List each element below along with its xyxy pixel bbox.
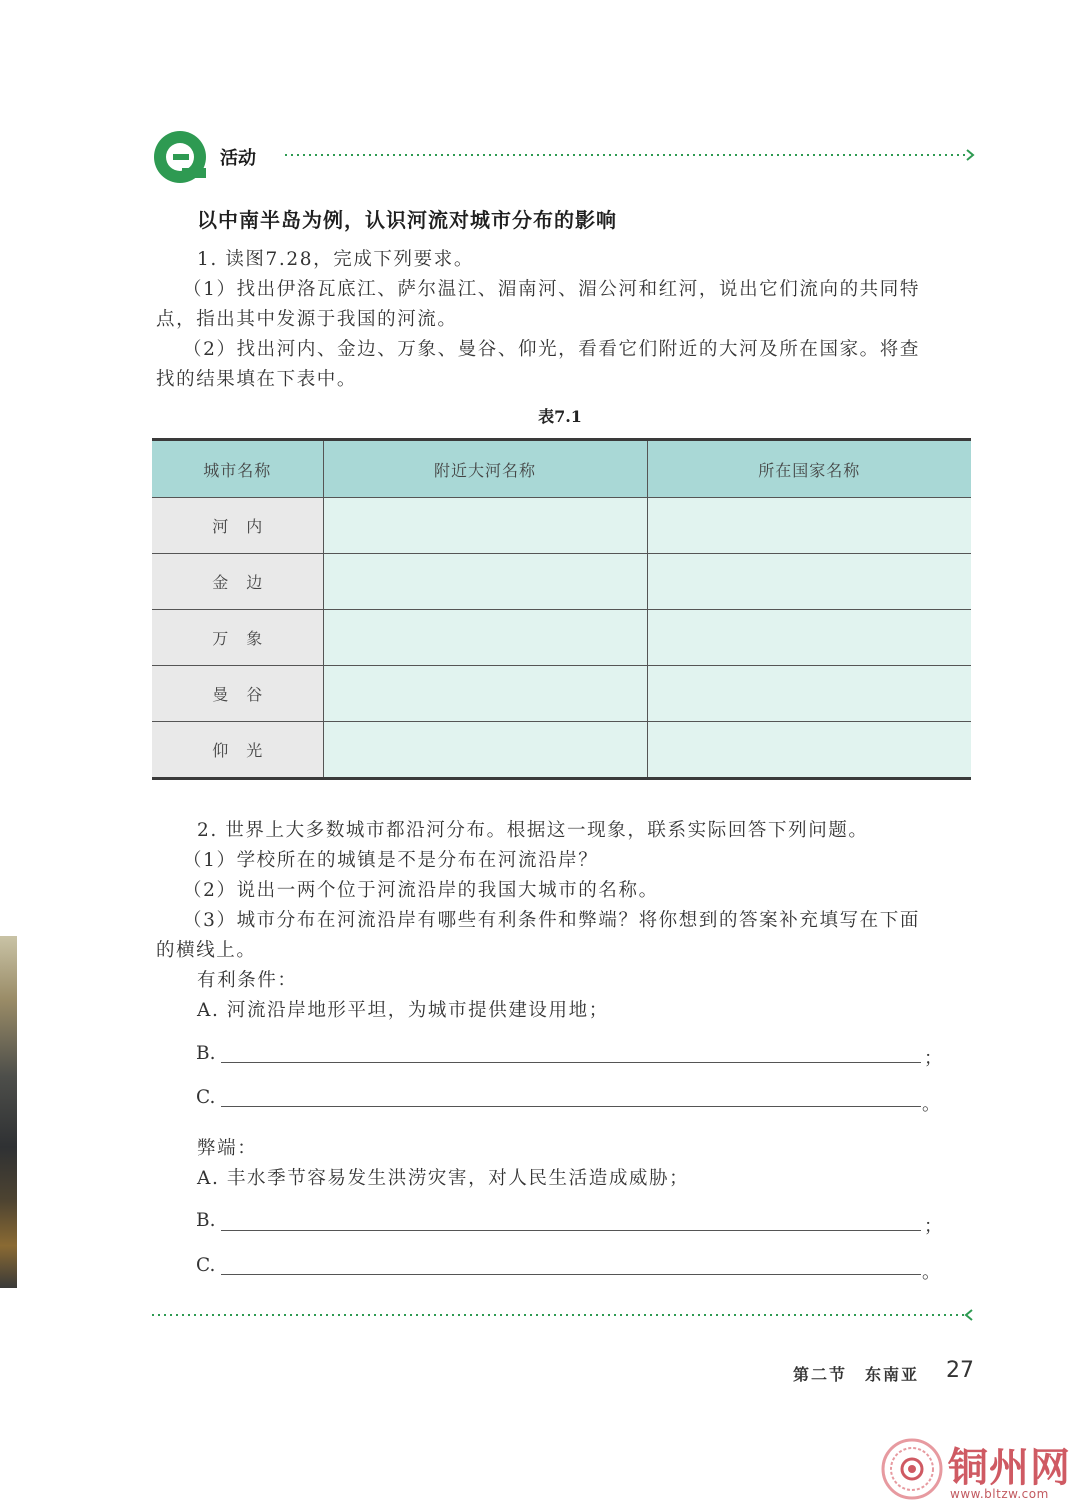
q1-sub1-line1: （1）找出伊洛瓦底江、萨尔温江、湄南河、湄公河和红河，说出它们流向的共同特: [183, 279, 920, 300]
q1-intro: 1. 读图7.28，完成下列要求。: [197, 249, 474, 270]
advantages-label: 有利条件：: [197, 970, 298, 991]
table-header-row: [152, 440, 971, 498]
watermark-url: www.bltzw.com: [950, 1487, 1049, 1501]
q1-sub2-line1: （2）找出河内、金边、万象、曼谷、仰光，看看它们附近的大河及所在国家。将查: [183, 339, 920, 360]
q1-sub2-line2: 找的结果填在下表中。: [156, 369, 358, 390]
table-caption: 表7.1: [538, 407, 582, 426]
q1-sub1-line2: 点，指出其中发源于我国的河流。: [156, 309, 458, 330]
q2-sub2: （2）说出一两个位于河流沿岸的我国大城市的名称。: [183, 880, 659, 901]
disadvantage-c-label: C.: [196, 1255, 216, 1276]
advantage-c-label: C.: [196, 1087, 216, 1108]
country-answer-cell[interactable]: [647, 498, 971, 554]
disadvantage-c-answer-line[interactable]: [221, 1274, 921, 1275]
country-answer-cell[interactable]: [647, 666, 971, 722]
watermark-seal-icon: [880, 1437, 944, 1501]
city-cell: 仰光: [152, 722, 323, 779]
q2-sub1: （1）学校所在的城镇是不是分布在河流沿岸？: [183, 850, 599, 871]
activity-title: 活动: [220, 148, 256, 169]
river-answer-cell[interactable]: [323, 610, 647, 666]
q2-intro: 2. 世界上大多数城市都沿河分布。根据这一现象，联系实际回答下列问题。: [197, 820, 869, 841]
table-row: [152, 722, 971, 779]
disadvantage-b-label: B.: [196, 1210, 216, 1231]
river-answer-cell[interactable]: [323, 498, 647, 554]
advantage-b-label: B.: [196, 1043, 216, 1064]
watermark-site-name: 铜州网: [948, 1444, 1071, 1491]
table-row: [152, 666, 971, 722]
advantage-c-answer-line[interactable]: [221, 1106, 921, 1107]
city-photo-strip: [0, 936, 17, 1288]
river-answer-cell[interactable]: [323, 722, 647, 779]
table-row: [152, 498, 971, 554]
page-number: 27: [946, 1358, 974, 1383]
city-cell: 曼谷: [152, 666, 323, 722]
disadvantage-b-answer-line[interactable]: [221, 1230, 921, 1231]
header-country-name: 所在国家名称: [647, 440, 971, 498]
q2-sub3-line1: （3）城市分布在河流沿岸有哪些有利条件和弊端？将你想到的答案补充填写在下面: [183, 910, 920, 931]
activity-end-dotted-rule: [152, 1308, 974, 1322]
header-river-name: 附近大河名称: [323, 440, 647, 498]
footer-section-title: 第二节 东南亚: [793, 1365, 920, 1384]
disadvantage-b-semicolon: ；: [924, 1216, 942, 1237]
river-answer-cell[interactable]: [323, 666, 647, 722]
city-cell: 金边: [152, 554, 323, 610]
city-cell: 万象: [152, 610, 323, 666]
disadvantages-label: 弊端：: [197, 1138, 258, 1159]
city-table: [152, 438, 971, 780]
country-answer-cell[interactable]: [647, 554, 971, 610]
activity-dotted-rule: [285, 148, 975, 162]
advantage-b-answer-line[interactable]: [221, 1062, 921, 1063]
country-answer-cell[interactable]: [647, 610, 971, 666]
advantage-a: A. 河流沿岸地形平坦，为城市提供建设用地；: [197, 1000, 609, 1021]
table-row: [152, 554, 971, 610]
header-city-name: 城市名称: [152, 440, 323, 498]
activity-icon: [153, 130, 207, 184]
city-cell: 河内: [152, 498, 323, 554]
advantage-c-period: 。: [922, 1094, 940, 1115]
disadvantage-c-period: 。: [922, 1262, 940, 1283]
disadvantage-a: A. 丰水季节容易发生洪涝灾害，对人民生活造成威胁；: [197, 1168, 690, 1189]
activity-heading: 以中南半岛为例，认识河流对城市分布的影响: [197, 208, 617, 232]
q2-sub3-line2: 的横线上。: [156, 940, 257, 961]
advantage-b-semicolon: ；: [924, 1048, 942, 1069]
country-answer-cell[interactable]: [647, 722, 971, 779]
table-row: [152, 610, 971, 666]
river-answer-cell[interactable]: [323, 554, 647, 610]
